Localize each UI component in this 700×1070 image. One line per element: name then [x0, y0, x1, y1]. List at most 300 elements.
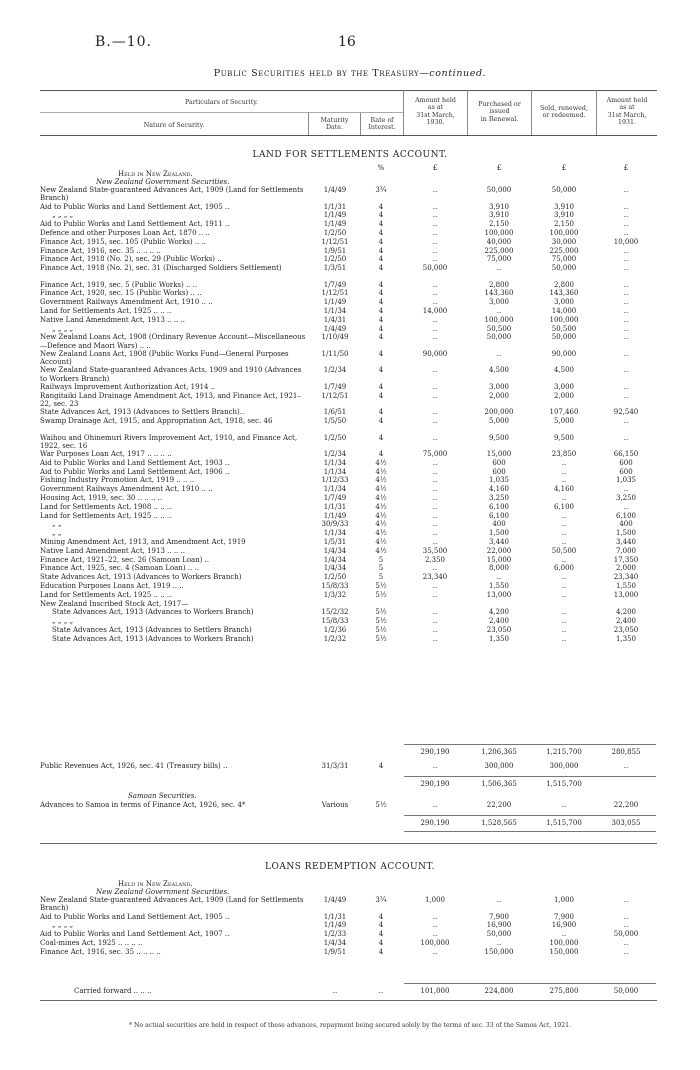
- cell-rate: 5½: [375, 590, 387, 599]
- header-held-1930: Amount held as at 31st March, 1930.: [415, 97, 456, 127]
- cell-mat: 1/2/33: [323, 930, 347, 939]
- cell-rate: 4½: [375, 502, 387, 511]
- cell-purch: 3,440: [488, 538, 510, 546]
- cell-purch: 13,000: [486, 590, 512, 599]
- security-name: Rangitaiki Land Drainage Amendment Act, 1913, and Finance Act, 1921–22, sec. 23: [40, 391, 301, 408]
- cell-end: 3,440: [615, 538, 637, 546]
- cell-held: ..: [432, 912, 438, 921]
- security-name: „ „ „ „: [52, 921, 74, 930]
- cell-purch: 3,000: [488, 382, 510, 391]
- security-name: Finance Act, 1916, sec. 35 .. .. .. ..: [40, 947, 161, 956]
- cell-held: 90,000: [422, 349, 448, 358]
- cell-purch: 100,000: [484, 228, 514, 237]
- cell-sold: ..: [561, 634, 567, 643]
- cell-end: ..: [623, 289, 629, 298]
- cell-held: 75,000: [422, 450, 448, 458]
- cell-end: ..: [623, 220, 629, 229]
- header-particulars: Particulars of Security.: [185, 99, 258, 106]
- security-name: Waihou and Ohinemuri Rivers Improvement Act, 1910, and Finance Act, 1922, sec. 16: [40, 433, 298, 450]
- security-name: „ „ „ „: [52, 324, 74, 333]
- cell-rate: 4: [378, 921, 384, 930]
- cell-rate: 4: [378, 382, 384, 391]
- cell-sold: ..: [561, 582, 567, 590]
- cell-purch: 16,900: [486, 921, 512, 930]
- cell-sold: 3,000: [553, 382, 575, 391]
- cell-purch: 1,035: [488, 476, 510, 485]
- cell-rate: 4½: [375, 467, 387, 476]
- cell-held: 35,500: [422, 546, 448, 555]
- cell-held: ..: [432, 315, 438, 324]
- cell-mat: 1/5/31: [323, 538, 347, 546]
- cell-rate: 5: [378, 564, 384, 573]
- cell-held: ..: [432, 476, 438, 485]
- security-name: Finance Act, 1920, sec. 15 (Public Works) .. ..: [40, 289, 202, 298]
- section-divider: [40, 843, 657, 844]
- cell-held: 50,000: [422, 264, 448, 273]
- security-name: Finance Act, 1921–22, sec. 26 (Samoan Loan) ..: [40, 555, 210, 564]
- cell-purch: 4,200: [488, 608, 510, 617]
- cell-purch: 9,500: [488, 433, 510, 442]
- cell-sold: 75,000: [551, 255, 577, 264]
- cell-purch: 150,000: [484, 947, 514, 956]
- cell-mat: 1/2/34: [323, 450, 347, 458]
- cell-rate: 4½: [375, 538, 387, 546]
- security-name: Coal-mines Act, 1925 .. .. .. ..: [40, 938, 143, 947]
- cell-purch: ..: [496, 307, 502, 315]
- cell-held: ..: [432, 186, 438, 194]
- cell-sold: 50,500: [551, 546, 577, 555]
- cell-sold: 4,500: [553, 366, 575, 375]
- cell-mat: 1/7/49: [323, 382, 347, 391]
- cell-held: ..: [432, 921, 438, 930]
- cell-sold: ..: [561, 626, 567, 634]
- cell-rate: 4: [378, 211, 384, 220]
- cell-held: ..: [432, 608, 438, 617]
- paper-reference: B.—10.: [95, 34, 153, 50]
- particulars-rule: [40, 112, 403, 113]
- cell-end: 1,350: [615, 634, 637, 643]
- cell-purch: 1,500: [488, 529, 510, 538]
- cell-held: ..: [432, 511, 438, 520]
- cell-mat: 1/1/34: [323, 529, 347, 538]
- cell-mat: 1/11/50: [321, 349, 349, 358]
- cell-mat: 1/12/51: [321, 289, 349, 298]
- cell-rate: 4: [378, 333, 384, 342]
- security-name: Fishing Industry Promotion Act, 1919 .. .. ..: [40, 476, 195, 485]
- security-name: „ „: [52, 520, 62, 529]
- cell-purch: 6,100: [488, 502, 510, 511]
- cell-sold: 225,000: [549, 246, 579, 255]
- cell-sold: 100,000: [549, 228, 579, 237]
- cell-mat: 1/3/51: [323, 264, 347, 273]
- header-purchased: Purchased or issued in Renewal.: [478, 101, 521, 123]
- cell-mat: 1/4/49: [323, 324, 347, 333]
- cell-mat: 1/5/50: [323, 417, 347, 425]
- security-name: Mining Amendment Act, 1913, and Amendment Act, 1919: [40, 538, 246, 546]
- section-title-loans-redemption: LOANS REDEMPTION ACCOUNT.: [265, 862, 435, 872]
- cell-end: ..: [623, 349, 629, 358]
- cell-held: ..: [432, 930, 438, 939]
- cell-end: ..: [623, 186, 629, 194]
- cell-rate: 4: [378, 298, 384, 307]
- security-name: New Zealand Loans Act, 1908 (Ordinary Revenue Account—Miscellaneous—Defence and Maori Wars) .. ..: [40, 333, 306, 350]
- cell-purch: 75,000: [486, 255, 512, 264]
- security-name: Finance Act, 1918 (No. 2), sec. 31 (Discharged Soldiers Settlement): [40, 264, 282, 273]
- cell-held: 2,350: [424, 555, 446, 564]
- cell-end: ..: [623, 298, 629, 307]
- cell-end: 6,100: [615, 511, 637, 520]
- cell-end: 92,540: [613, 408, 639, 417]
- cell-end: 23,050: [613, 626, 639, 634]
- cell-held: ..: [432, 485, 438, 494]
- security-name: Land for Settlements Act, 1925 .. .. ..: [40, 307, 172, 315]
- cell-held: ..: [432, 324, 438, 333]
- cell-held: ..: [432, 246, 438, 255]
- cell-held: ..: [432, 538, 438, 546]
- cell-mat: 1/1/34: [323, 467, 347, 476]
- cell-end: ..: [623, 382, 629, 391]
- cell-sold: ..: [561, 573, 567, 582]
- cell-held: ..: [432, 280, 438, 289]
- security-name: Aid to Public Works and Land Settlement Act, 1905 ..: [40, 202, 230, 211]
- cell-end: 17,350: [613, 555, 639, 564]
- cell-sold: ..: [561, 930, 567, 939]
- cell-mat: 1/3/32: [323, 590, 347, 599]
- cell-rate: 4: [378, 264, 384, 273]
- cell-rate: 4: [378, 349, 384, 358]
- security-name: New Zealand Inscribed Stock Act, 1917—: [40, 599, 189, 608]
- cell-mat: 15/8/33: [321, 617, 349, 626]
- cell-rate: 5½: [375, 626, 387, 634]
- cell-sold: 2,150: [553, 220, 575, 229]
- cell-sold: ..: [561, 590, 567, 599]
- cell-held: ..: [432, 289, 438, 298]
- cell-sold: 150,000: [549, 947, 579, 956]
- cell-purch: 2,800: [488, 280, 510, 289]
- cell-held: 23,340: [422, 573, 448, 582]
- cell-rate: 5: [378, 573, 384, 582]
- cell-end: ..: [623, 280, 629, 289]
- cell-purch: 200,000: [484, 408, 514, 417]
- security-name: Native Land Amendment Act, 1913 .. .. ..: [40, 315, 185, 324]
- security-name: Finance Act, 1918 (No. 2), sec. 29 (Public Works) ..: [40, 255, 222, 264]
- security-name: Railways Improvement Authorization Act, 1914 ..: [40, 382, 216, 391]
- cell-mat: 1/4/34: [323, 938, 347, 947]
- security-name: State Advances Act, 1913 (Advances to Workers Branch): [40, 573, 242, 582]
- cell-held: ..: [432, 564, 438, 573]
- cell-mat: 1/1/49: [323, 511, 347, 520]
- cell-rate: 4: [378, 433, 384, 442]
- cell-rate: 4: [378, 202, 384, 211]
- security-name: Finance Act, 1916, sec. 35 .. .. .. ..: [40, 246, 161, 255]
- cell-purch: 15,000: [486, 450, 512, 458]
- cell-rate: 4: [378, 315, 384, 324]
- total-rule: [404, 815, 656, 816]
- cell-end: ..: [623, 255, 629, 264]
- cell-end: ..: [623, 366, 629, 375]
- cell-mat: 1/2/50: [323, 573, 347, 582]
- cell-purch: 50,000: [486, 186, 512, 194]
- header-bottom-rule: [40, 135, 657, 136]
- security-name: Land for Settlements Act, 1908 .. .. ..: [40, 502, 172, 511]
- cell-sold: ..: [561, 476, 567, 485]
- cell-end: ..: [623, 246, 629, 255]
- cell-held: ..: [432, 408, 438, 417]
- cell-end: ..: [623, 307, 629, 315]
- cell-rate: 4½: [375, 511, 387, 520]
- cell-purch: ..: [496, 896, 502, 904]
- cell-purch: 2,000: [488, 391, 510, 400]
- cell-sold: 50,000: [551, 333, 577, 342]
- cell-held: ..: [432, 220, 438, 229]
- cell-sold: 6,000: [553, 564, 575, 573]
- cell-end: 2,000: [615, 564, 637, 573]
- cell-rate: 4: [378, 408, 384, 417]
- cell-purch: ..: [496, 349, 502, 358]
- cell-purch: 3,000: [488, 298, 510, 307]
- cell-end: 1,550: [615, 582, 637, 590]
- security-name: State Advances Act, 1913 (Advances to Settlers Branch)..: [40, 408, 245, 417]
- header-sold: Sold, renewed, or redeemed.: [540, 105, 588, 120]
- security-name: Government Railways Amendment Act, 1910 .. ..: [40, 298, 213, 307]
- cell-rate: 5½: [375, 608, 387, 617]
- cell-rate: 5½: [375, 634, 387, 643]
- cell-held: ..: [432, 228, 438, 237]
- cell-mat: 1/1/34: [323, 307, 347, 315]
- cell-end: 600: [619, 467, 633, 476]
- security-name: Finance Act, 1925, sec. 4 (Samoan Loan) .. ..: [40, 564, 199, 573]
- cell-sold: ..: [561, 458, 567, 467]
- cell-end: ..: [623, 485, 629, 494]
- cell-sold: 5,000: [553, 417, 575, 425]
- cell-held: ..: [432, 211, 438, 220]
- cell-held: ..: [432, 237, 438, 246]
- title-continued: —continued.: [419, 68, 487, 79]
- cell-sold: 50,500: [551, 324, 577, 333]
- cell-mat: 1/12/51: [321, 391, 349, 400]
- cell-end: 2,400: [615, 617, 637, 626]
- cell-rate: 4½: [375, 520, 387, 529]
- cell-held: ..: [432, 590, 438, 599]
- title-main: Public Securities held by the Treasury: [213, 68, 420, 79]
- cell-end: ..: [623, 433, 629, 442]
- cell-end: ..: [623, 938, 629, 947]
- cell-mat: 1/2/50: [323, 228, 347, 237]
- cell-mat: 1/6/51: [323, 408, 347, 417]
- cell-rate: 4: [378, 912, 384, 921]
- header-nature: Nature of Security.: [143, 122, 205, 129]
- security-name: State Advances Act, 1913 (Advances to Workers Branch): [52, 634, 254, 643]
- cell-mat: 1/2/50: [323, 255, 347, 264]
- cell-end: ..: [623, 417, 629, 425]
- cell-purch: 50,000: [486, 333, 512, 342]
- cell-mat: 1/2/36: [323, 626, 347, 634]
- cell-sold: ..: [561, 617, 567, 626]
- cell-rate: 4: [378, 324, 384, 333]
- cell-held: ..: [432, 458, 438, 467]
- page-title: [0, 68, 700, 79]
- cell-sold: 30,000: [551, 237, 577, 246]
- security-name: New Zealand State-guaranteed Advances Acts, 1909 and 1910 (Advances to Workers Branch): [40, 366, 302, 383]
- cell-rate: 5½: [375, 582, 387, 590]
- cell-sold: ..: [561, 608, 567, 617]
- cell-held: ..: [432, 382, 438, 391]
- cell-rate: 4: [378, 366, 384, 375]
- cell-purch: 600: [492, 467, 506, 476]
- cell-purch: 1,550: [488, 582, 510, 590]
- security-name: Finance Act, 1915, sec. 105 (Public Works) .. ..: [40, 237, 207, 246]
- carried-rule: [404, 983, 656, 984]
- cell-mat: 1/2/32: [323, 634, 347, 643]
- cell-sold: 3,000: [553, 298, 575, 307]
- cell-purch: 8,000: [488, 564, 510, 573]
- cell-end: ..: [623, 315, 629, 324]
- cell-sold: 9,500: [553, 433, 575, 442]
- cell-mat: 1/4/49: [323, 186, 347, 194]
- cell-held: ..: [432, 626, 438, 634]
- cell-held: 1,000: [424, 896, 446, 904]
- cell-rate: 4½: [375, 458, 387, 467]
- cell-sold: 107,460: [549, 408, 579, 417]
- cell-mat: 1/7/49: [323, 280, 347, 289]
- cell-sold: 50,000: [551, 186, 577, 194]
- cell-purch: 23,050: [486, 626, 512, 634]
- cell-mat: 1/2/34: [323, 366, 347, 375]
- cell-purch: ..: [496, 573, 502, 582]
- security-name: War Purposes Loan Act, 1917 .. .. .. ..: [40, 450, 172, 458]
- cell-sold: 50,000: [551, 264, 577, 273]
- cell-mat: 1/4/34: [323, 546, 347, 555]
- security-name: Aid to Public Works and Land Settlement Act, 1911 ..: [40, 220, 230, 229]
- cell-mat: 30/9/33: [321, 520, 349, 529]
- cell-mat: 1/9/51: [323, 947, 347, 956]
- cell-purch: 22,000: [486, 546, 512, 555]
- security-name: Aid to Public Works and Land Settlement Act, 1903 ..: [40, 458, 230, 467]
- cell-rate: 3¾: [375, 186, 387, 194]
- cell-purch: 2,400: [488, 617, 510, 626]
- cell-rate: 4: [378, 930, 384, 939]
- cell-sold: 14,000: [551, 307, 577, 315]
- cell-mat: 1/1/31: [323, 502, 347, 511]
- cell-rate: 4: [378, 228, 384, 237]
- cell-mat: 1/1/49: [323, 921, 347, 930]
- cell-end: ..: [623, 896, 629, 904]
- security-name: State Advances Act, 1913 (Advances to Settlers Branch): [52, 626, 252, 634]
- cell-held: ..: [432, 433, 438, 442]
- cell-rate: 4: [378, 450, 384, 458]
- header-held-1931: Amount held as at 31st March, 1931.: [606, 97, 648, 127]
- cell-rate: 4½: [375, 485, 387, 494]
- cell-end: ..: [623, 211, 629, 220]
- cell-rate: 4: [378, 220, 384, 229]
- security-name: „ „: [52, 529, 62, 538]
- cell-end: 1,500: [615, 529, 637, 538]
- cell-mat: 1/1/31: [323, 912, 347, 921]
- cell-purch: 6,100: [488, 511, 510, 520]
- cell-mat: 1/1/49: [323, 220, 347, 229]
- cell-held: ..: [432, 494, 438, 502]
- cell-sold: 23,850: [551, 450, 577, 458]
- security-name: Finance Act, 1919, sec. 5 (Public Works) .. ..: [40, 280, 198, 289]
- cell-mat: 1/1/31: [323, 202, 347, 211]
- cell-held: ..: [432, 467, 438, 476]
- cell-rate: 4: [378, 938, 384, 947]
- cell-purch: 143,360: [484, 289, 514, 298]
- cell-sold: 3,910: [553, 211, 575, 220]
- cell-end: ..: [623, 921, 629, 930]
- cell-end: ..: [623, 333, 629, 342]
- cell-sold: 2,000: [553, 391, 575, 400]
- cell-purch: 7,900: [488, 912, 510, 921]
- cell-end: 3,250: [615, 494, 637, 502]
- cell-end: 66,150: [613, 450, 639, 458]
- cell-rate: 5: [378, 555, 384, 564]
- cell-sold: 143,360: [549, 289, 579, 298]
- cell-held: 100,000: [420, 938, 450, 947]
- cell-rate: 4: [378, 947, 384, 956]
- cell-end: 10,000: [613, 237, 639, 246]
- cell-sold: 16,900: [551, 921, 577, 930]
- cell-mat: 1/1/49: [323, 298, 347, 307]
- header-rate: Rate of Interest.: [368, 117, 396, 132]
- cell-purch: 15,000: [486, 555, 512, 564]
- cell-rate: 4: [378, 255, 384, 264]
- footnote: * No actual securities are held in respect of these advances, repayment being secured solely by the terms of sec. 33 of the Samoa Act, 1921.: [128, 1022, 572, 1029]
- cell-rate: 3¾: [375, 896, 387, 904]
- cell-held: ..: [432, 617, 438, 626]
- security-name: Defence and other Purposes Loan Act, 1870 .. ..: [40, 228, 210, 237]
- cell-sold: ..: [561, 494, 567, 502]
- cell-rate: 4: [378, 391, 384, 400]
- cell-rate: 4: [378, 280, 384, 289]
- cell-rate: 4: [378, 246, 384, 255]
- cell-purch: 40,000: [486, 237, 512, 246]
- cell-purch: 4,160: [488, 485, 510, 494]
- cell-end: 400: [619, 520, 633, 529]
- cell-mat: 1/12/33: [321, 476, 349, 485]
- cell-mat: 1/2/50: [323, 433, 347, 442]
- cell-purch: 3,250: [488, 494, 510, 502]
- cell-held: ..: [432, 634, 438, 643]
- cell-purch: 50,000: [486, 930, 512, 939]
- cell-sold: 100,000: [549, 938, 579, 947]
- cell-purch: ..: [496, 264, 502, 273]
- cell-mat: 1/9/51: [323, 246, 347, 255]
- cell-end: ..: [623, 264, 629, 273]
- cell-rate: 4: [378, 307, 384, 315]
- security-name: New Zealand State-guaranteed Advances Act, 1909 (Land for Settlements Branch): [40, 186, 304, 203]
- cell-held: ..: [432, 366, 438, 375]
- security-name: Swamp Drainage Act, 1915, and Appropriation Act, 1918, sec. 46: [40, 417, 273, 425]
- cell-held: 14,000: [422, 307, 448, 315]
- cell-held: ..: [432, 520, 438, 529]
- cell-held: ..: [432, 417, 438, 425]
- cell-purch: 5,000: [488, 417, 510, 425]
- cell-end: 1,035: [615, 476, 637, 485]
- cell-mat: 1/1/34: [323, 485, 347, 494]
- cell-sold: 1,000: [553, 896, 575, 904]
- cell-end: ..: [623, 502, 629, 511]
- cell-held: ..: [432, 947, 438, 956]
- security-name: Government Railways Amendment Act, 1910 .. ..: [40, 485, 213, 494]
- cell-mat: 1/10/49: [321, 333, 349, 342]
- cell-sold: 100,000: [549, 315, 579, 324]
- cell-end: ..: [623, 202, 629, 211]
- security-name: Aid to Public Works and Land Settlement Act, 1905 ..: [40, 912, 230, 921]
- cell-end: 7,000: [615, 546, 637, 555]
- cell-mat: 1/7/49: [323, 494, 347, 502]
- cell-sold: 7,900: [553, 912, 575, 921]
